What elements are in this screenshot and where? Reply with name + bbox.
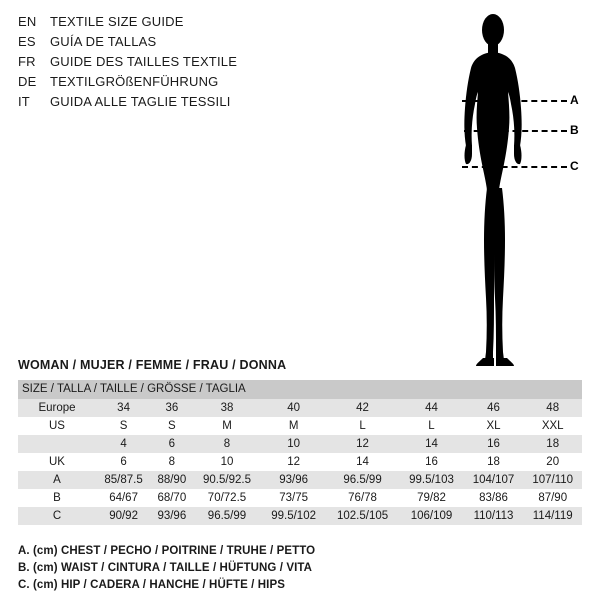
language-row-it [18,94,318,114]
cell: 42 [326,399,400,417]
cell: 38 [193,399,262,417]
cell: 12 [261,453,325,471]
row-label: UK [18,453,96,471]
cell: 8 [151,453,192,471]
cell: 64/67 [96,489,151,507]
cell: 85/87.5 [96,471,151,489]
language-row-de [18,74,318,94]
cell: 36 [151,399,192,417]
cell: 14 [326,453,400,471]
cell: 114/119 [523,507,582,525]
cell: 76/78 [326,489,400,507]
cell: 48 [523,399,582,417]
row-label: C [18,507,96,525]
language-text-de: TEXTILGRÖßENFÜHRUNG [50,74,219,89]
cell: 44 [399,399,463,417]
language-text-fr: GUIDE DES TAILLES TEXTILE [50,54,238,69]
cell: 14 [399,435,463,453]
table-header-row [18,380,582,399]
measure-label-a: A [570,93,579,107]
cell: 70/72.5 [193,489,262,507]
cell: 6 [151,435,192,453]
cell: 110/113 [464,507,524,525]
size-table [18,380,582,525]
cell: 73/75 [261,489,325,507]
language-code-en: EN [18,14,37,29]
table-row [18,435,582,453]
cell: 34 [96,399,151,417]
row-label: A [18,471,96,489]
cell: 68/70 [151,489,192,507]
cell: 16 [399,453,463,471]
cell: 46 [464,399,524,417]
measure-line-c [462,166,567,168]
cell: 104/107 [464,471,524,489]
cell: S [96,417,151,435]
measure-label-b: B [570,123,579,137]
table-row [18,507,582,525]
table-row [18,471,582,489]
cell: 8 [193,435,262,453]
cell: 102.5/105 [326,507,400,525]
table-row [18,399,582,417]
language-row-es [18,34,318,54]
cell: L [399,417,463,435]
table-row [18,417,582,435]
table-header-label: SIZE / TALLA / TAILLE / GRÖSSE / TAGLIA [18,380,582,399]
cell: XXL [523,417,582,435]
cell: 18 [464,453,524,471]
cell: 90/92 [96,507,151,525]
language-row-fr [18,54,318,74]
measure-line-a [462,100,567,102]
legend-row-b: B. (cm) WAIST / CINTURA / TAILLE / HÜFTUNG / VITA [18,562,313,574]
measure-line-b [464,130,567,132]
cell: 87/90 [523,489,582,507]
row-label [18,435,96,453]
measurement-legend [18,543,578,594]
cell: S [151,417,192,435]
measure-label-c: C [570,159,579,173]
cell: 90.5/92.5 [193,471,262,489]
language-text-it: GUIDA ALLE TAGLIE TESSILI [50,94,231,109]
cell: 12 [326,435,400,453]
language-text-es: GUÍA DE TALLAS [50,34,157,49]
section-title: WOMAN / MUJER / FEMME / FRAU / DONNA [18,358,287,372]
row-label: B [18,489,96,507]
cell: 88/90 [151,471,192,489]
row-label: US [18,417,96,435]
cell: 83/86 [464,489,524,507]
size-table-container [18,380,582,525]
cell: 93/96 [151,507,192,525]
legend-row-c: C. (cm) HIP / CADERA / HANCHE / HÜFTE / HIPS [18,579,286,591]
cell: 99.5/103 [399,471,463,489]
language-row-en [18,14,318,34]
legend-row-a: A. (cm) CHEST / PECHO / POITRINE / TRUHE / PETTO [18,545,316,557]
cell: 6 [96,453,151,471]
cell: 10 [193,453,262,471]
cell: 96.5/99 [193,507,262,525]
cell: 93/96 [261,471,325,489]
language-list [18,14,318,114]
cell: 96.5/99 [326,471,400,489]
cell: L [326,417,400,435]
cell: 99.5/102 [261,507,325,525]
cell: 40 [261,399,325,417]
row-label: Europe [18,399,96,417]
cell: 10 [261,435,325,453]
language-code-fr: FR [18,54,36,69]
language-code-es: ES [18,34,36,49]
cell: M [193,417,262,435]
table-row [18,453,582,471]
cell: 107/110 [523,471,582,489]
body-silhouette-icon [430,8,560,373]
language-text-en: TEXTILE SIZE GUIDE [50,14,184,29]
cell: 79/82 [399,489,463,507]
cell: M [261,417,325,435]
cell: 20 [523,453,582,471]
cell: 4 [96,435,151,453]
cell: 18 [523,435,582,453]
table-row [18,489,582,507]
cell: 106/109 [399,507,463,525]
language-code-it: IT [18,94,30,109]
female-body-figure [420,8,595,373]
cell: 16 [464,435,524,453]
language-code-de: DE [18,74,37,89]
cell: XL [464,417,524,435]
